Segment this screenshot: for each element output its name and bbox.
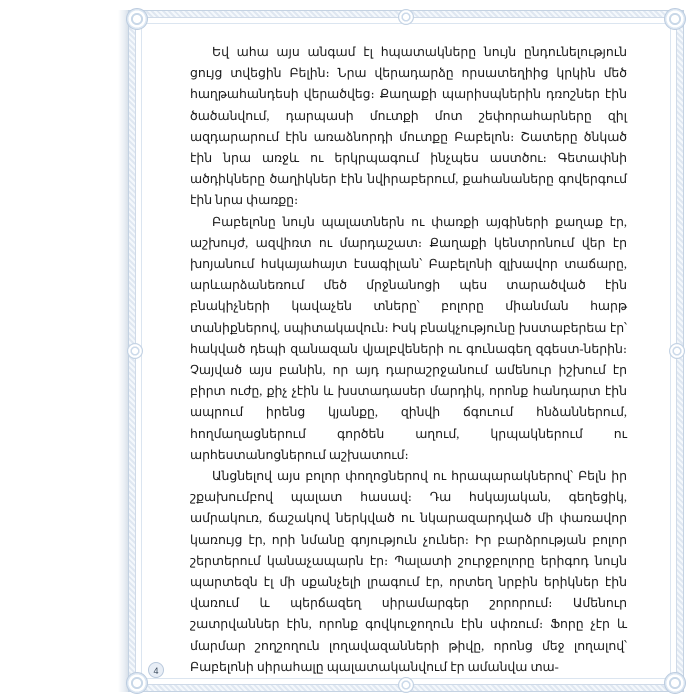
page-number: 4 <box>148 662 164 678</box>
corner-ornament-icon <box>126 672 148 694</box>
body-text-column <box>190 42 627 674</box>
edge-ornament-icon <box>398 9 414 25</box>
edge-ornament-icon <box>669 343 685 359</box>
corner-ornament-icon <box>664 8 686 30</box>
paragraph: Եվ ահա այս անգամ էլ հպատակները նույն ընդունելություն ցույց տվեցին Բելին։ Նրա վերադարձը որսատեղիից կրկին մեծ հաղթահանդեսի վերածվեց։ Քաղաքի պարիսպներին դռոշներ էին ծածանվում, դարպասի մուտքի մոտ շեփորահարները զիլ ազդարարում էին առաձնորդի մուտքը Բաբելոն։ Շատերը ծնկած էին նրա առջև ու երկրպագում ինչպես աստծու։ Գետափնի ածդիկները ծաղիկներ էին նվիրաբերում, քահանաները գովերգում էին նրա փառքը։ <box>190 45 627 208</box>
corner-ornament-icon <box>664 672 686 694</box>
edge-ornament-icon <box>398 677 414 693</box>
paragraph: Բաբելոնը նույն պալատներն ու փառքի այգիների քաղաք էր, աշխույժ, ազվիռտ ու մարդաշատ։ Քաղաքի կենտրոնում վեր էր խոյանում հսկայահայտ էսագիլան՝ Բաբելոնի զլխավոր տաճարը, արևարձանեռում մեծ մրջնանոցի պես տարածված էին բնակիչների կավաչեն տները՝ բոլորը միանման հարթ տանիքներով, սպիտակավուն։ Իսկ բնակչությունը խստաբերեա էր՝ հակված դեպի զանազան վյալբվեների ու գունագեղ զգեստ-ներին։ Չայված այս բանին, որ այդ դարաշրջանում ամենուր իշխում էր բիրտ ուժը, քիչ չէին և խստադասեր մարդիկ, որոնք հանդարտ էին ապրում իրենց կյանքը, զինվի ճգուում հնձաններում, հողմաղացներում գործեն աղում, կրպակներում ու արհեստանոցներում աշխատում։ <box>190 214 627 462</box>
edge-ornament-icon <box>127 343 143 359</box>
paragraph: Անցնելով այս բոլոր փողոցներով ու հրապարակներով՝ Բելն իր շքախումբով պալատ հասավ։ Դա հսկայական, գեղեցիկ, ամրակուռ, ճաշակով ներկված ու նկարազարդված մի փառավոր կառույց էր, որի նմանը գոյություն չուներ։ Իր բարձրության բոլոր շերտերում կանաչապարն էր։ Պալատի շուրջբոլորը երիգոդ նույն պարտեզն էլ մի սքանչելի լրագում էր, որտեղ նրբին երիկներ էին վառում և պերճազեղ սիրամարգեր շորորում։ Ամենուր շատրվաններ էին, որոնք գովկուջողուն էին սփռում։ Ֆորը չէր և մարմար շողշողուն լողավազանների թիվը, որոնց մեջ լողալով՝ Բաբելոնի սիրահալը պալատականվում էր ամանվա տա- <box>190 469 627 674</box>
corner-ornament-icon <box>126 8 148 30</box>
